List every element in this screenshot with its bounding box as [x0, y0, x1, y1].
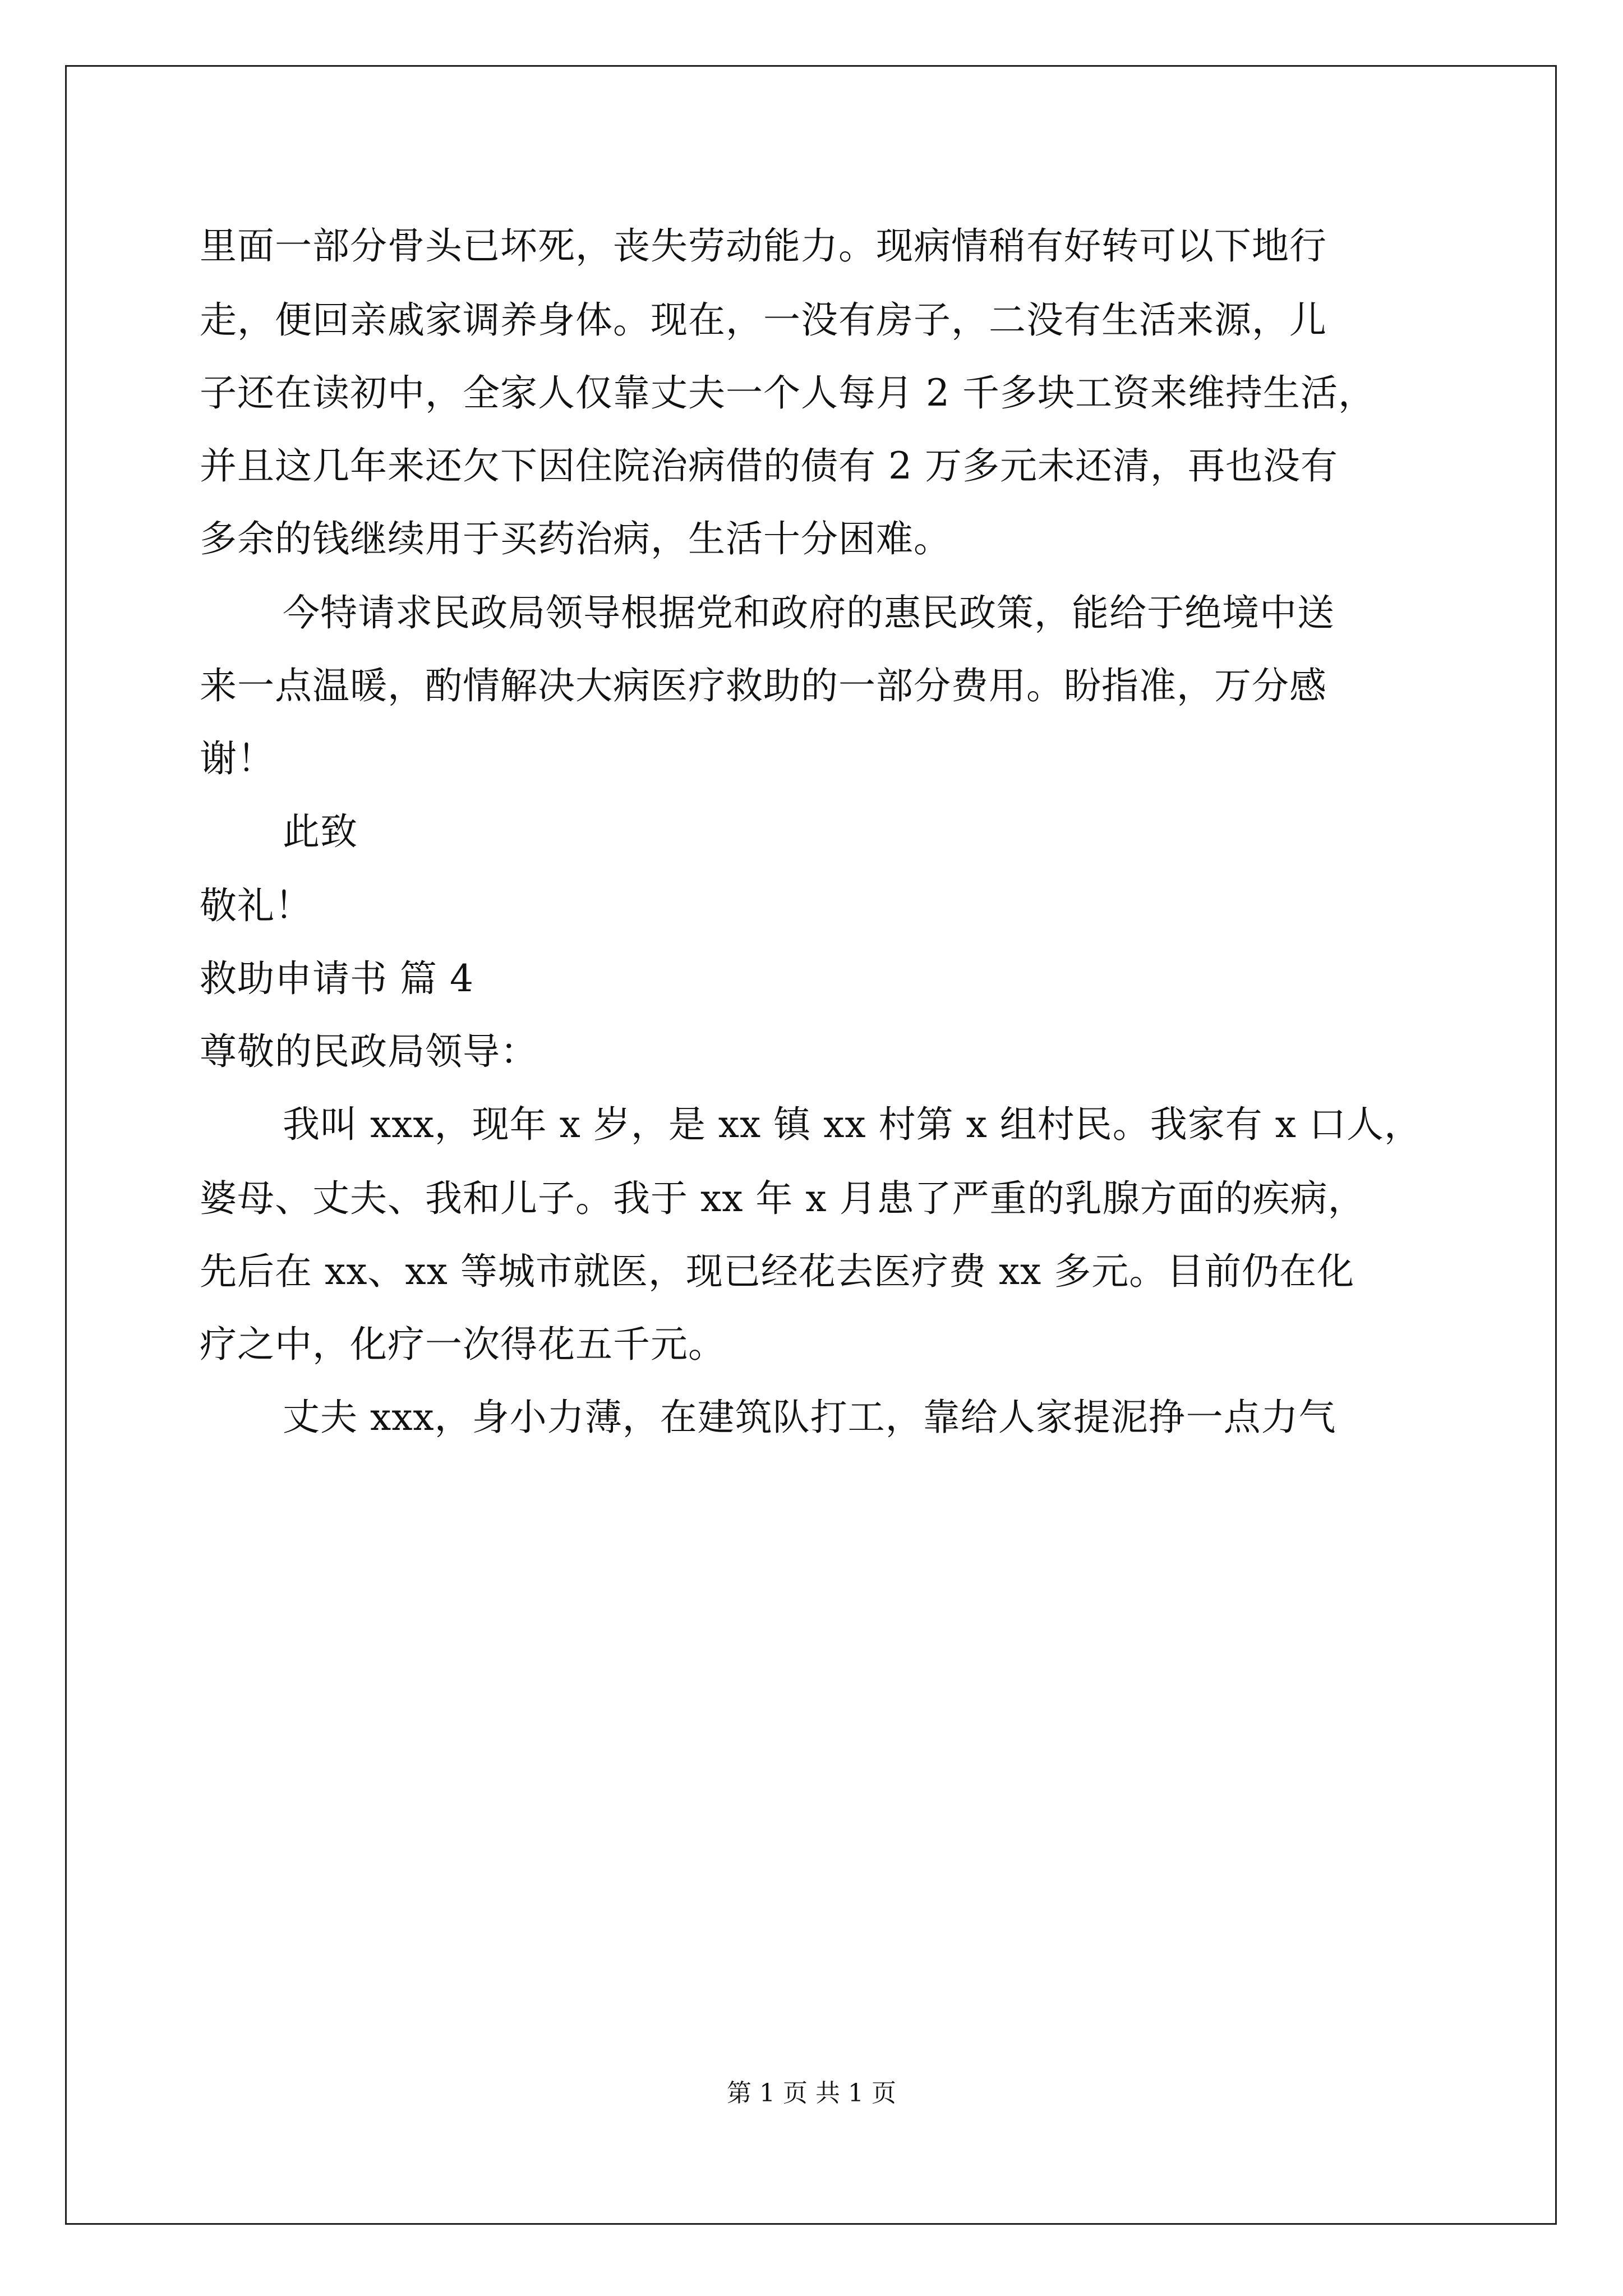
page-footer: 第 1 页 共 1 页	[727, 2079, 896, 2108]
paragraph-line: 谢！	[200, 737, 275, 780]
paragraph-line: 里面一部分骨头已坏死，丧失劳动能力。现病情稍有好转可以下地行	[200, 224, 1327, 268]
paragraph-line: 来一点温暖，酌情解决大病医疗救助的一部分费用。盼指准，万分感	[200, 664, 1327, 707]
closing-salutation: 此致	[283, 810, 358, 853]
paragraph-line: 疗之中，化疗一次得花五千元。	[200, 1323, 726, 1366]
paragraph-line: 先后在 xx、xx 等城市就医，现已经花去医疗费 xx 多元。目前仍在化	[200, 1250, 1355, 1293]
section-heading: 救助申请书 篇 4	[200, 957, 474, 1000]
paragraph-line: 走，便回亲戚家调养身体。现在，一没有房子，二没有生活来源，儿	[200, 298, 1327, 342]
paragraph-line: 丈夫 xxx，身小力薄，在建筑队打工，靠给人家提泥挣一点力气	[283, 1396, 1336, 1439]
paragraph-line: 婆母、丈夫、我和儿子。我于 xx 年 x 月患了严重的乳腺方面的疾病，	[200, 1177, 1366, 1220]
paragraph-line: 我叫 xxx，现年 x 岁，是 xx 镇 xx 村第 x 组村民。我家有 x 口人，	[283, 1103, 1422, 1146]
letter-greeting: 尊敬的民政局领导：	[200, 1030, 538, 1073]
paragraph-line: 多余的钱继续用于买药治病，生活十分困难。	[200, 517, 951, 560]
paragraph-line: 今特请求民政局领导根据党和政府的惠民政策，能给于绝境中送	[283, 591, 1335, 634]
closing-regards: 敬礼！	[200, 884, 312, 927]
paragraph-line: 并且这几年来还欠下因住院治病借的债有 2 万多元未还清，再也没有	[200, 444, 1338, 487]
paragraph-line: 子还在读初中，全家人仅靠丈夫一个人每月 2 千多块工资来维持生活，	[200, 371, 1376, 415]
